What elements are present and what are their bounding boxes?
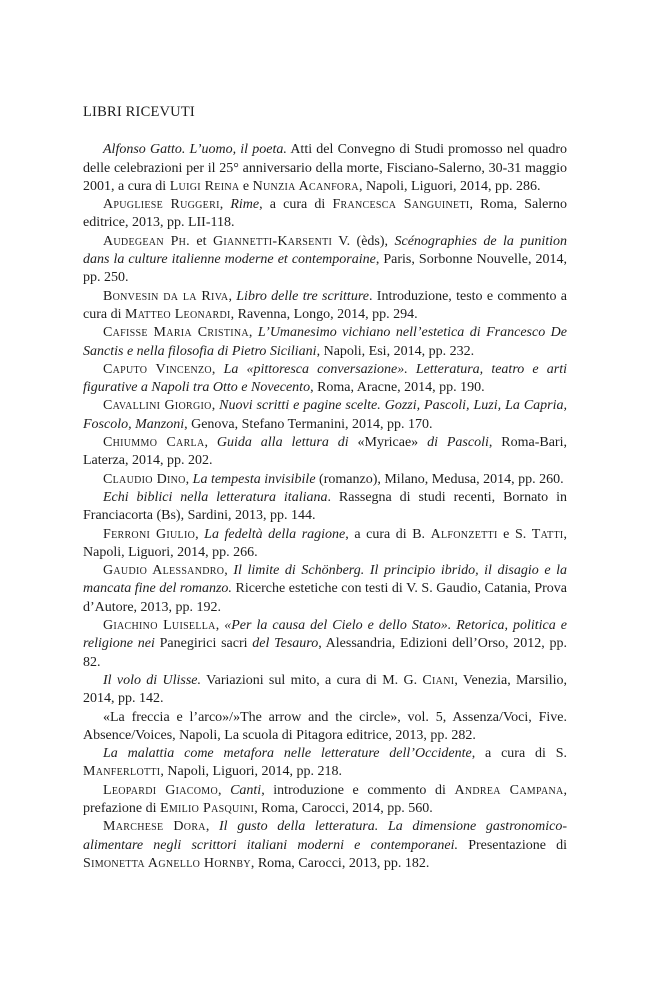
author-name: Caputo Vincenzo	[103, 361, 212, 377]
book-entry	[83, 745, 567, 782]
entry-text: , a cura di B.	[345, 526, 431, 542]
author-name: Giachino Luisella	[103, 618, 216, 634]
author-name: Bonvesin da la Riva	[103, 288, 229, 304]
book-entry	[83, 196, 567, 233]
entry-text: ,	[248, 325, 258, 341]
title-text: Il gusto della letteratura. La dimensione gastronomico-alimentare negli scrittori italiani moderni e contemporanei.	[83, 819, 568, 853]
entry-text: ,	[215, 618, 225, 634]
author-name: Ferroni Giulio	[103, 526, 196, 542]
entry-text: V. (èds),	[332, 233, 395, 249]
author-name: Giannetti-Karsenti	[212, 233, 333, 249]
author-name: Andrea Campana	[454, 782, 564, 798]
author-name: Simonetta Agnello Hornby	[83, 855, 251, 871]
title-text: Rime	[230, 197, 260, 213]
author-name: Claudio Dino	[103, 471, 186, 487]
title-text: La malattia come metafora nelle letterature dell’Occidente	[103, 746, 472, 762]
title-text: La fedeltà della ragione	[204, 526, 346, 542]
title-text: L’Umanesimo vichiano nell’estetica di Francesco De Sanctis e nella filosofia di Pietro Siciliani	[83, 325, 567, 359]
entry-text: Ricerche estetiche con testi di V. S. Gaudio, Catania, Prova d’Autore, 2013, pp. 192.	[83, 581, 567, 615]
entry-text: , a cura di	[259, 197, 333, 213]
entry-text: , Roma, Aracne, 2014, pp. 190.	[310, 380, 485, 396]
author-name: Nunzia Acanfora	[252, 178, 359, 194]
book-list-page	[83, 103, 567, 873]
title-text: Nuovi scritti e pagine scelte. Gozzi, Pascoli, Luzi, La Capria, Foscolo, Manzoni	[83, 398, 567, 432]
entry-text: , a cura di S.	[471, 746, 567, 762]
title-text: Libro delle tre scritture	[236, 288, 369, 304]
entry-text: ,	[211, 361, 224, 377]
entry-text: ,	[219, 197, 231, 213]
book-entry	[83, 709, 567, 746]
entries-list	[83, 141, 567, 873]
entry-text: , introduzione e commento di	[261, 782, 455, 798]
author-name: Manferlotti	[83, 764, 161, 780]
author-name: Matteo Leonardi	[124, 306, 231, 322]
title-text: «Per la causa del Cielo e dello Stato». Retorica, politica e religione nei	[83, 618, 568, 652]
entry-text: ,	[204, 435, 217, 451]
book-entry	[83, 397, 567, 434]
entry-text: ,	[195, 526, 205, 542]
entry-text: Panegirici sacri	[159, 636, 248, 652]
entry-text: ,	[228, 288, 237, 304]
entry-text: ,	[224, 563, 234, 579]
book-entry	[83, 471, 567, 489]
author-name: Ciani	[422, 672, 455, 688]
entry-text: ,	[211, 398, 220, 414]
title-text: Guida alla lettura di	[216, 435, 358, 451]
entry-text: , Ravenna, Longo, 2014, pp. 294.	[230, 306, 418, 322]
book-entry	[83, 672, 567, 709]
entry-text: ,	[218, 782, 231, 798]
book-entry	[83, 489, 567, 526]
title-text: di Pascoli	[418, 435, 489, 451]
book-entry	[83, 361, 567, 398]
author-name: Alfonzetti	[430, 526, 498, 542]
entry-text: . Rassegna di studi recenti, Bornato in Franciacorta (Bs), Sardini, 2013, pp. 144.	[83, 489, 567, 524]
entry-text: Atti del Convegno di Studi promosso nel quadro delle celebrazioni per il 25° anniversario della morte, Fisciano-Salerno, 30-31 maggio 2001, a cura di	[83, 142, 568, 194]
entry-text: , Napoli, Liguori, 2014, pp. 286.	[358, 178, 541, 194]
entry-text: , prefazione di	[83, 782, 568, 816]
author-name: Emilio Pasquini	[159, 800, 255, 816]
entry-text: Presentazione di	[458, 837, 567, 853]
entry-text: , Napoli, Esi, 2014, pp. 232.	[316, 343, 475, 359]
author-name: Chiummo Carla	[103, 435, 205, 451]
entry-text: , Roma, Salerno editrice, 2013, pp. LII-118.	[83, 197, 568, 231]
author-name: Audegean Ph.	[103, 233, 190, 249]
author-name: Luigi Reina	[169, 178, 240, 194]
entry-text: , Napoli, Liguori, 2014, pp. 218.	[160, 764, 343, 780]
entry-text: , Alessandria, Edizioni dell’Orso, 2012, pp. 82.	[83, 636, 567, 670]
author-name: Cavallini Giorgio	[103, 398, 212, 414]
title-text: Il limite di Schönberg. Il principio ibrido, il disagio e la mancata fine del romanzo.	[83, 563, 567, 597]
entry-text: (romanzo), Milano, Medusa, 2014, pp. 260.	[315, 471, 564, 487]
entry-text: , Roma, Carocci, 2014, pp. 560.	[254, 800, 433, 816]
title-text: Echi biblici nella letteratura italiana	[103, 489, 328, 505]
entry-text: , Roma, Carocci, 2013, pp. 182.	[250, 855, 430, 871]
entry-text: , Venezia, Marsilio, 2014, pp. 142.	[83, 672, 567, 707]
book-entry	[83, 818, 567, 873]
title-text: Alfonso Gatto. L’uomo, il poeta.	[103, 142, 287, 158]
book-entry	[83, 526, 567, 563]
entry-text: , Genova, Stefano Termanini, 2014, pp. 170.	[184, 416, 433, 432]
book-entry	[83, 782, 567, 819]
title-text: La «pittoresca conversazione». Letteratura, teatro e arti figurative a Napoli tra Otto e Novecento	[83, 361, 568, 396]
book-entry	[83, 324, 567, 361]
author-name: Tatti	[531, 526, 564, 542]
entry-text: , Napoli, Liguori, 2014, pp. 266.	[83, 526, 568, 560]
title-text: La tempesta invisibile	[192, 471, 316, 487]
author-name: Apugliese Ruggeri	[103, 197, 220, 213]
entry-text: ,	[205, 819, 219, 835]
title-text: Il volo di Ulisse.	[103, 672, 201, 688]
book-entry	[83, 141, 567, 196]
author-name: Gaudio Alessandro	[103, 563, 225, 579]
entry-text: e S.	[497, 526, 532, 542]
entry-text: . Introduzione, testo e commento a cura di	[83, 288, 568, 322]
title-text: del Tesauro	[247, 636, 319, 652]
entry-text: ,	[185, 471, 193, 487]
entry-text: «La freccia e l’arco»/»The arrow and the circle», vol. 5, Assenza/Voci, Five. Absence/Voices, Napoli, La scuola di Pitagora editrice, 2013, pp. 282.	[83, 709, 567, 743]
entry-text: et	[189, 233, 213, 249]
title-text: Canti	[230, 782, 262, 798]
title-text: Scénographies de la punition dans la culture italienne moderne et contemporaine	[83, 233, 567, 268]
author-name: Marchese Dora	[103, 819, 206, 835]
entry-text: e	[239, 178, 253, 194]
entry-text: , Paris, Sorbonne Nouvelle, 2014, pp. 250.	[83, 252, 568, 286]
book-entry	[83, 233, 567, 288]
author-name: Francesca Sanguineti	[332, 197, 470, 213]
page-heading: LIBRI RICEVUTI	[83, 104, 195, 120]
entry-text: , Roma-Bari, Laterza, 2014, pp. 202.	[83, 435, 567, 469]
book-entry	[83, 434, 567, 471]
book-entry	[83, 617, 567, 672]
author-name: Cafisse Maria Cristina	[103, 325, 249, 341]
entry-text: Variazioni sul mito, a cura di M. G.	[201, 672, 423, 688]
book-entry	[83, 562, 567, 617]
author-name: Leopardi Giacomo	[103, 782, 218, 798]
entry-text: «Myricae»	[357, 435, 419, 451]
book-entry	[83, 288, 567, 325]
